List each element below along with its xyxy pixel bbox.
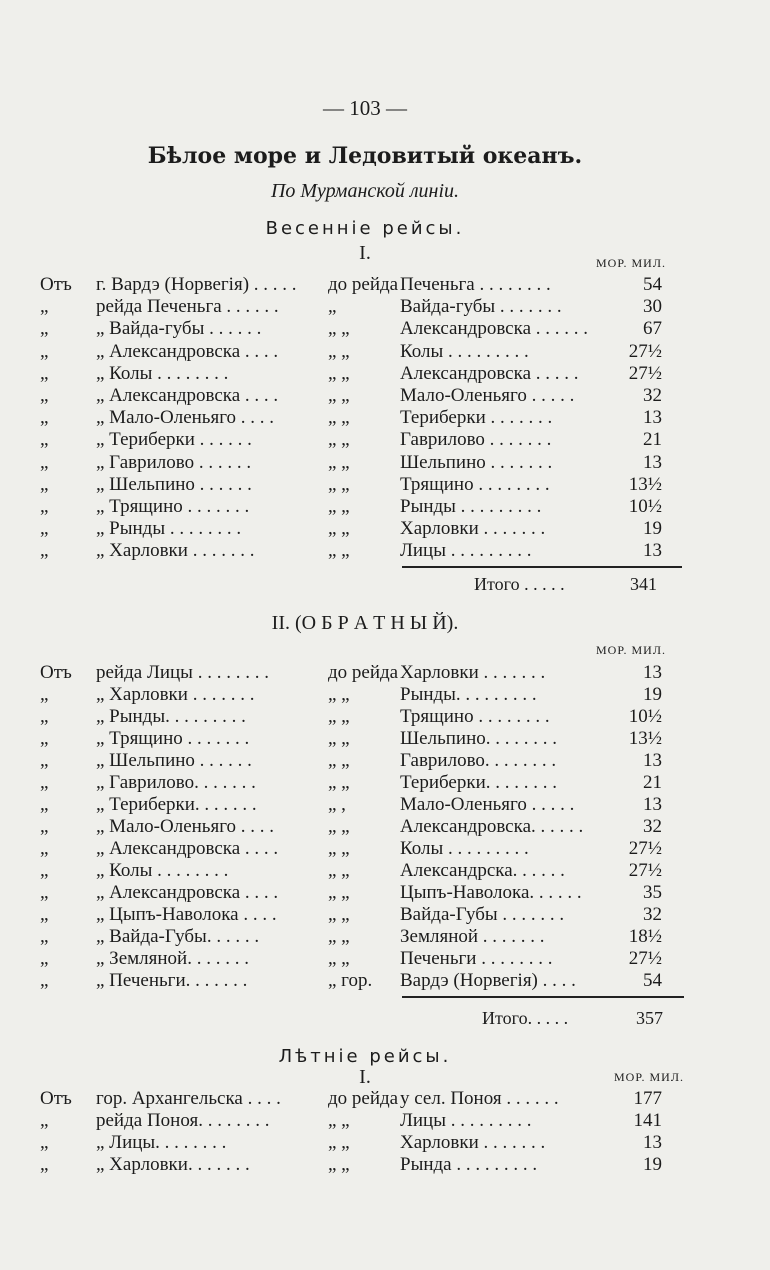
row-origin: „ Александровска . . . . [96, 882, 279, 903]
row-distance: 19 [643, 684, 662, 705]
row-destination: Вардэ (Норвегія) . . . . [400, 970, 576, 991]
row-to-word: „ „ [328, 473, 350, 495]
row-distance: 13 [643, 540, 662, 562]
row-to-word: „ гор. [328, 970, 373, 991]
row-from-word: „ [40, 385, 49, 406]
spring-part1-total-label: Итого . . . . . [474, 574, 565, 594]
table-row [0, 474, 770, 496]
row-origin: „ Рынды . . . . . . . . [96, 518, 242, 540]
row-destination: Шельпино. . . . . . . . [400, 728, 558, 749]
row-destination: Печеньга . . . . . . . . [400, 274, 551, 295]
spring-part1-total-value: 341 [630, 574, 657, 594]
row-distance: 13 [643, 1132, 662, 1153]
row-origin: „ Шельпино . . . . . . [96, 750, 252, 771]
row-from-word: „ [40, 473, 49, 495]
table-row [0, 838, 770, 860]
spring-part2-unit: МОР. МИЛ. [596, 643, 666, 657]
table-row [0, 662, 770, 684]
row-destination: Гаврилово . . . . . . . [400, 429, 552, 451]
row-distance: 13 [643, 662, 662, 683]
table-row [0, 816, 770, 838]
row-origin: „ Колы . . . . . . . . [96, 362, 229, 384]
row-distance: 35 [643, 882, 662, 903]
table-row [0, 296, 770, 318]
row-distance: 13 [643, 750, 662, 771]
row-to-word: „ , [328, 794, 346, 815]
row-origin: „ Печеньги. . . . . . . [96, 970, 248, 991]
table-row [0, 948, 770, 970]
spring-part1-unit: МОР. МИЛ. [596, 256, 666, 270]
row-from-word: „ [40, 540, 49, 562]
table-row [0, 860, 770, 882]
table-row [0, 970, 770, 992]
table-row [0, 1132, 770, 1154]
row-origin: „ Вайда-губы . . . . . . [96, 318, 262, 340]
row-to-word: „ „ [328, 926, 350, 947]
row-distance: 27½ [628, 948, 662, 969]
row-destination: Харловки . . . . . . . [400, 518, 546, 540]
table-row [0, 1154, 770, 1176]
row-destination: Лицы . . . . . . . . . [400, 1110, 532, 1131]
row-from-word: „ [40, 728, 49, 749]
row-destination: Гаврилово. . . . . . . . [400, 750, 557, 771]
row-to-word: „ „ [328, 772, 350, 793]
spring-part2-rule [402, 996, 684, 998]
row-to-word: „ „ [328, 429, 350, 451]
row-distance: 30 [643, 296, 662, 318]
row-destination: Шельпино . . . . . . . [400, 451, 553, 473]
row-destination: Рынды . . . . . . . . . [400, 496, 542, 517]
row-distance: 32 [643, 904, 662, 925]
spring-part1-rule [402, 566, 682, 568]
row-distance: 54 [643, 274, 662, 295]
row-destination: Колы . . . . . . . . . [400, 340, 529, 362]
row-origin: „ Гаврилово . . . . . . [96, 451, 252, 473]
row-origin: „ Мало-Оленьяго . . . . [96, 816, 275, 837]
page-title: Бѣлое море и Ледовитый океанъ. [147, 143, 583, 169]
row-from-word: Отъ [40, 274, 72, 295]
row-origin: „ Трящино . . . . . . . [96, 496, 250, 517]
row-origin: „ Рынды. . . . . . . . . [96, 706, 246, 727]
row-from-word: „ [40, 340, 49, 362]
row-to-word: до рейда [328, 1088, 399, 1109]
row-from-word: „ [40, 904, 49, 925]
row-to-word: „ „ [328, 684, 350, 705]
row-to-word: „ „ [328, 407, 350, 429]
row-to-word: „ „ [328, 728, 350, 749]
table-row [0, 750, 770, 772]
row-destination: у сел. Поноя . . . . . . [400, 1088, 559, 1109]
row-destination: Печеньги . . . . . . . . [400, 948, 553, 969]
row-distance: 13½ [628, 473, 662, 495]
row-distance: 27½ [628, 860, 662, 881]
row-from-word: „ [40, 772, 49, 793]
row-origin: „ Колы . . . . . . . . [96, 860, 229, 881]
row-distance: 67 [643, 318, 662, 340]
row-destination: Рынды. . . . . . . . . [400, 684, 537, 705]
table-row [0, 794, 770, 816]
table-row [0, 728, 770, 750]
row-to-word: „ „ [328, 518, 350, 540]
row-origin: рейда Печеньга . . . . . . [96, 296, 279, 318]
row-distance: 13 [643, 451, 662, 473]
row-distance: 141 [633, 1110, 662, 1131]
row-origin: „ Вайда-Губы. . . . . . [96, 926, 260, 947]
summer-heading: Лѣтніе рейсы. [278, 1046, 452, 1067]
page-subtitle: По Мурманской линіи. [270, 180, 460, 202]
table-row [0, 341, 770, 363]
row-to-word: „ „ [328, 882, 350, 903]
row-origin: г. Вардэ (Норвегія) . . . . . [96, 274, 297, 295]
row-destination: Александровска . . . . . . [400, 318, 588, 340]
row-from-word: „ [40, 318, 49, 340]
table-row [0, 706, 770, 728]
row-destination: Мало-Оленьяго . . . . . [400, 385, 575, 406]
row-distance: 27½ [628, 362, 662, 384]
row-distance: 18½ [628, 926, 662, 947]
row-from-word: „ [40, 451, 49, 473]
row-destination: Колы . . . . . . . . . [400, 838, 529, 859]
row-origin: „ Харловки. . . . . . . [96, 1154, 250, 1175]
row-origin: „ Териберки. . . . . . . [96, 794, 257, 815]
row-from-word: „ [40, 838, 49, 859]
row-distance: 27½ [628, 838, 662, 859]
row-from-word: „ [40, 970, 49, 991]
row-from-word: Отъ [40, 662, 72, 683]
row-origin: „ Мало-Оленьяго . . . . [96, 407, 275, 429]
row-to-word: „ „ [328, 1132, 350, 1153]
row-from-word: „ [40, 816, 49, 837]
row-to-word: до рейда [328, 662, 399, 683]
row-destination: Земляной . . . . . . . [400, 926, 545, 947]
row-from-word: „ [40, 518, 49, 540]
row-to-word: до рейда [328, 274, 399, 295]
table-row [0, 407, 770, 429]
row-distance: 19 [643, 518, 662, 540]
table-row [0, 274, 770, 296]
row-from-word: „ [40, 296, 49, 318]
row-destination: Александровска . . . . . [400, 362, 579, 384]
row-to-word: „ „ [328, 540, 350, 562]
row-to-word: „ „ [328, 838, 350, 859]
row-destination: Александрска. . . . . . [400, 860, 565, 881]
table-row [0, 540, 770, 562]
row-to-word: „ „ [328, 860, 350, 881]
table-row [0, 429, 770, 451]
row-from-word: „ [40, 1132, 49, 1153]
row-from-word: „ [40, 362, 49, 384]
row-origin: „ Гаврилово. . . . . . . [96, 772, 256, 793]
row-to-word: „ „ [328, 318, 350, 340]
row-distance: 10½ [628, 706, 662, 727]
row-distance: 32 [643, 385, 662, 406]
row-destination: Харловки . . . . . . . [400, 662, 546, 683]
row-destination: Трящино . . . . . . . . [400, 473, 550, 495]
row-destination: Цыпъ-Наволока. . . . . . [400, 882, 582, 903]
row-origin: рейда Поноя. . . . . . . . [96, 1110, 270, 1131]
spring-part1-numeral: I. [359, 242, 371, 264]
row-from-word: „ [40, 1154, 49, 1175]
row-origin: „ Лицы. . . . . . . . [96, 1132, 227, 1153]
row-from-word: „ [40, 926, 49, 947]
row-to-word: „ „ [328, 948, 350, 969]
row-origin: „ Шельпино . . . . . . [96, 473, 252, 495]
row-destination: Вайда-Губы . . . . . . . [400, 904, 565, 925]
row-distance: 21 [643, 772, 662, 793]
row-from-word: „ [40, 684, 49, 705]
spring-part2-numeral: II. (О Б Р А Т Н Ы Й). [271, 612, 459, 634]
table-row [0, 518, 770, 540]
row-to-word: „ „ [328, 904, 350, 925]
row-distance: 13 [643, 794, 662, 815]
row-distance: 32 [643, 816, 662, 837]
row-to-word: „ „ [328, 362, 350, 384]
row-distance: 19 [643, 1154, 662, 1175]
row-from-word: „ [40, 429, 49, 451]
summer-unit: МОР. МИЛ. [614, 1070, 684, 1084]
table-row [0, 926, 770, 948]
table-row [0, 452, 770, 474]
summer-numeral: I. [359, 1066, 371, 1088]
row-destination: Вайда-губы . . . . . . . [400, 296, 562, 318]
row-to-word: „ „ [328, 1154, 350, 1175]
row-distance: 54 [643, 970, 662, 991]
row-to-word: „ „ [328, 385, 350, 406]
row-origin: „ Александровска . . . . [96, 385, 279, 406]
row-destination: Лицы . . . . . . . . . [400, 540, 532, 562]
row-origin: „ Земляной. . . . . . . [96, 948, 249, 969]
row-origin: „ Александровска . . . . [96, 340, 279, 362]
row-distance: 21 [643, 429, 662, 451]
row-to-word: „ „ [328, 750, 350, 771]
row-origin: „ Териберки . . . . . . [96, 429, 252, 451]
row-from-word: „ [40, 407, 49, 429]
row-destination: Териберки . . . . . . . [400, 407, 553, 429]
row-origin: „ Александровска . . . . [96, 838, 279, 859]
table-row [0, 772, 770, 794]
table-row [0, 363, 770, 385]
row-distance: 10½ [628, 496, 662, 517]
table-row [0, 1088, 770, 1110]
table-row [0, 496, 770, 518]
row-origin: гор. Архангельска . . . . [96, 1088, 281, 1109]
row-to-word: „ „ [328, 451, 350, 473]
page-number: — 103 — [323, 96, 407, 120]
row-to-word: „ „ [328, 340, 350, 362]
row-destination: Териберки. . . . . . . . [400, 772, 557, 793]
row-from-word: „ [40, 1110, 49, 1131]
row-destination: Харловки . . . . . . . [400, 1132, 546, 1153]
row-to-word: „ „ [328, 706, 350, 727]
row-destination: Мало-Оленьяго . . . . . [400, 794, 575, 815]
row-from-word: „ [40, 750, 49, 771]
row-from-word: „ [40, 860, 49, 881]
table-row [0, 882, 770, 904]
row-to-word: „ [328, 296, 337, 318]
spring-part2-total-label: Итого. . . . . [482, 1008, 569, 1028]
table-row [0, 1110, 770, 1132]
row-origin: „ Цыпъ-Наволока . . . . [96, 904, 277, 925]
row-destination: Рында . . . . . . . . . [400, 1154, 538, 1175]
row-to-word: „ „ [328, 1110, 350, 1131]
row-to-word: „ „ [328, 816, 350, 837]
row-from-word: „ [40, 882, 49, 903]
table-row [0, 385, 770, 407]
row-distance: 13½ [628, 728, 662, 749]
row-destination: Трящино . . . . . . . . [400, 706, 550, 727]
row-distance: 27½ [628, 340, 662, 362]
row-distance: 177 [633, 1088, 662, 1109]
row-from-word: „ [40, 706, 49, 727]
table-row [0, 904, 770, 926]
row-from-word: „ [40, 794, 49, 815]
spring-part2-total-value: 357 [636, 1008, 663, 1028]
row-origin: „ Трящино . . . . . . . [96, 728, 250, 749]
row-origin: „ Харловки . . . . . . . [96, 540, 255, 562]
spring-heading: Весенніе рейсы. [265, 218, 465, 239]
row-to-word: „ „ [328, 496, 350, 517]
row-origin: рейда Лицы . . . . . . . . [96, 662, 269, 683]
table-row [0, 318, 770, 340]
row-distance: 13 [643, 407, 662, 429]
row-destination: Александровска. . . . . . [400, 816, 584, 837]
table-row [0, 684, 770, 706]
row-from-word: „ [40, 496, 49, 517]
row-from-word: „ [40, 948, 49, 969]
row-from-word: Отъ [40, 1088, 72, 1109]
row-origin: „ Харловки . . . . . . . [96, 684, 255, 705]
